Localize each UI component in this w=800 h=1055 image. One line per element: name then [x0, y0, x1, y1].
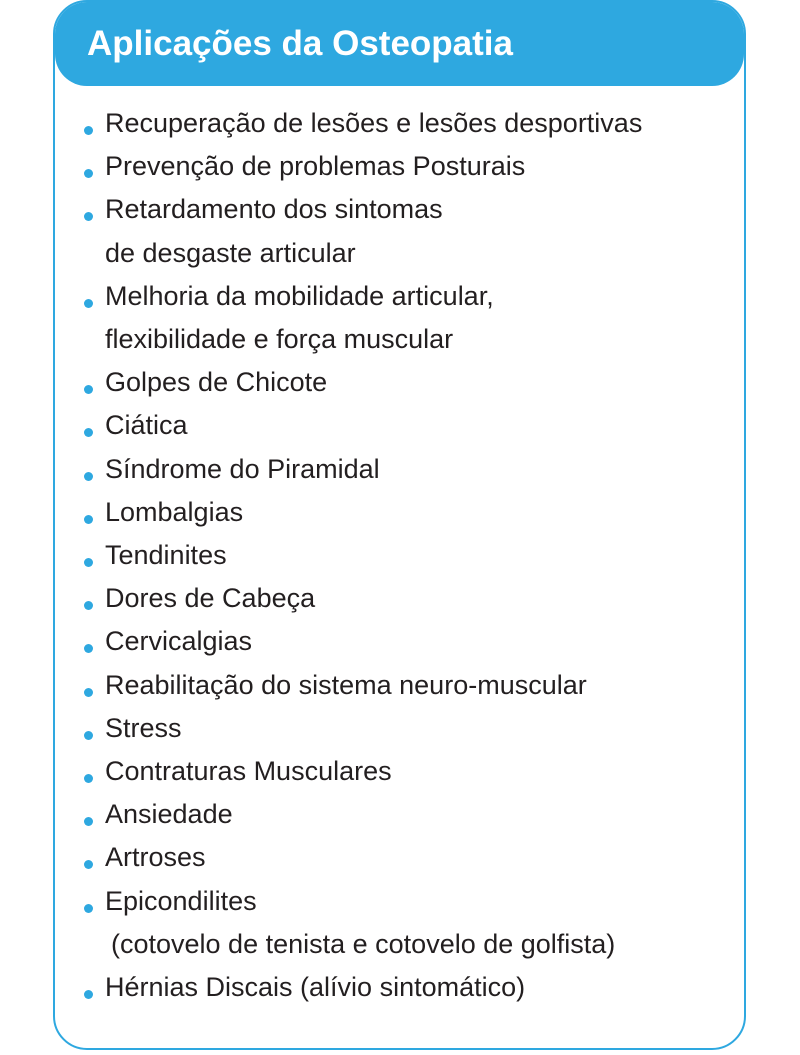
bullet-icon [84, 428, 93, 437]
list-item-text: Retardamento dos sintomas [105, 194, 443, 225]
list-item-text: Tendinites [105, 540, 227, 571]
bullet-icon [84, 385, 93, 394]
bullet-icon [84, 904, 93, 913]
list-item-text: Ansiedade [105, 799, 233, 830]
bullet-icon [84, 169, 93, 178]
list-item [55, 275, 744, 361]
list-item-continuation: flexibilidade e força muscular [105, 324, 454, 355]
list-item-text: Ciática [105, 410, 188, 441]
list-item [55, 534, 744, 577]
list-item [55, 404, 744, 447]
list-item-text: Reabilitação do sistema neuro-muscular [105, 669, 587, 700]
list-item-text: Epicondilites [105, 885, 257, 916]
bullet-icon [84, 126, 93, 135]
bullet-icon [84, 515, 93, 524]
list-item [55, 836, 744, 879]
list-item [55, 793, 744, 836]
list-item-text: Lombalgias [105, 496, 244, 527]
list-item-text: Dores de Cabeça [105, 583, 316, 614]
list-item-text: Melhoria da mobilidade articular, [105, 280, 494, 311]
list-item [55, 188, 744, 274]
card-title: Aplicações da Osteopatia [87, 24, 513, 63]
list-item-text: Cervicalgias [105, 626, 253, 657]
applications-list [55, 102, 744, 1009]
list-item-continuation: de desgaste articular [105, 237, 356, 268]
list-item [55, 577, 744, 620]
list-item-text: Hérnias Discais (alívio sintomático) [105, 972, 526, 1003]
list-item [55, 664, 744, 707]
bullet-icon [84, 212, 93, 221]
bullet-icon [84, 601, 93, 610]
list-item-text: Stress [105, 712, 182, 743]
list-item [55, 361, 744, 404]
list-item [55, 491, 744, 534]
list-item [55, 707, 744, 750]
list-item [55, 966, 744, 1009]
list-item [55, 880, 744, 966]
bullet-icon [84, 644, 93, 653]
list-item-text: Síndrome do Piramidal [105, 453, 380, 484]
list-item [55, 145, 744, 188]
card-header [55, 2, 744, 86]
list-item [55, 448, 744, 491]
list-item-text: Recuperação de lesões e lesões desportivas [105, 108, 643, 138]
list-item-text: Contraturas Musculares [105, 756, 392, 787]
bullet-icon [84, 817, 93, 826]
list-item-text: Golpes de Chicote [105, 367, 328, 398]
bullet-icon [84, 688, 93, 697]
bullet-icon [84, 472, 93, 481]
bullet-icon [84, 990, 93, 999]
bullet-icon [84, 774, 93, 783]
bullet-icon [84, 558, 93, 567]
bullet-icon [84, 731, 93, 740]
bullet-icon [84, 299, 93, 308]
list-item-continuation: (cotovelo de tenista e cotovelo de golfista) [111, 928, 616, 959]
bullet-icon [84, 860, 93, 869]
list-item-text: Prevenção de problemas Posturais [105, 151, 526, 182]
list-item [55, 750, 744, 793]
list-item-text: Artroses [105, 842, 206, 873]
list-item [55, 620, 744, 663]
list-item [55, 102, 744, 145]
applications-card [53, 0, 746, 1050]
